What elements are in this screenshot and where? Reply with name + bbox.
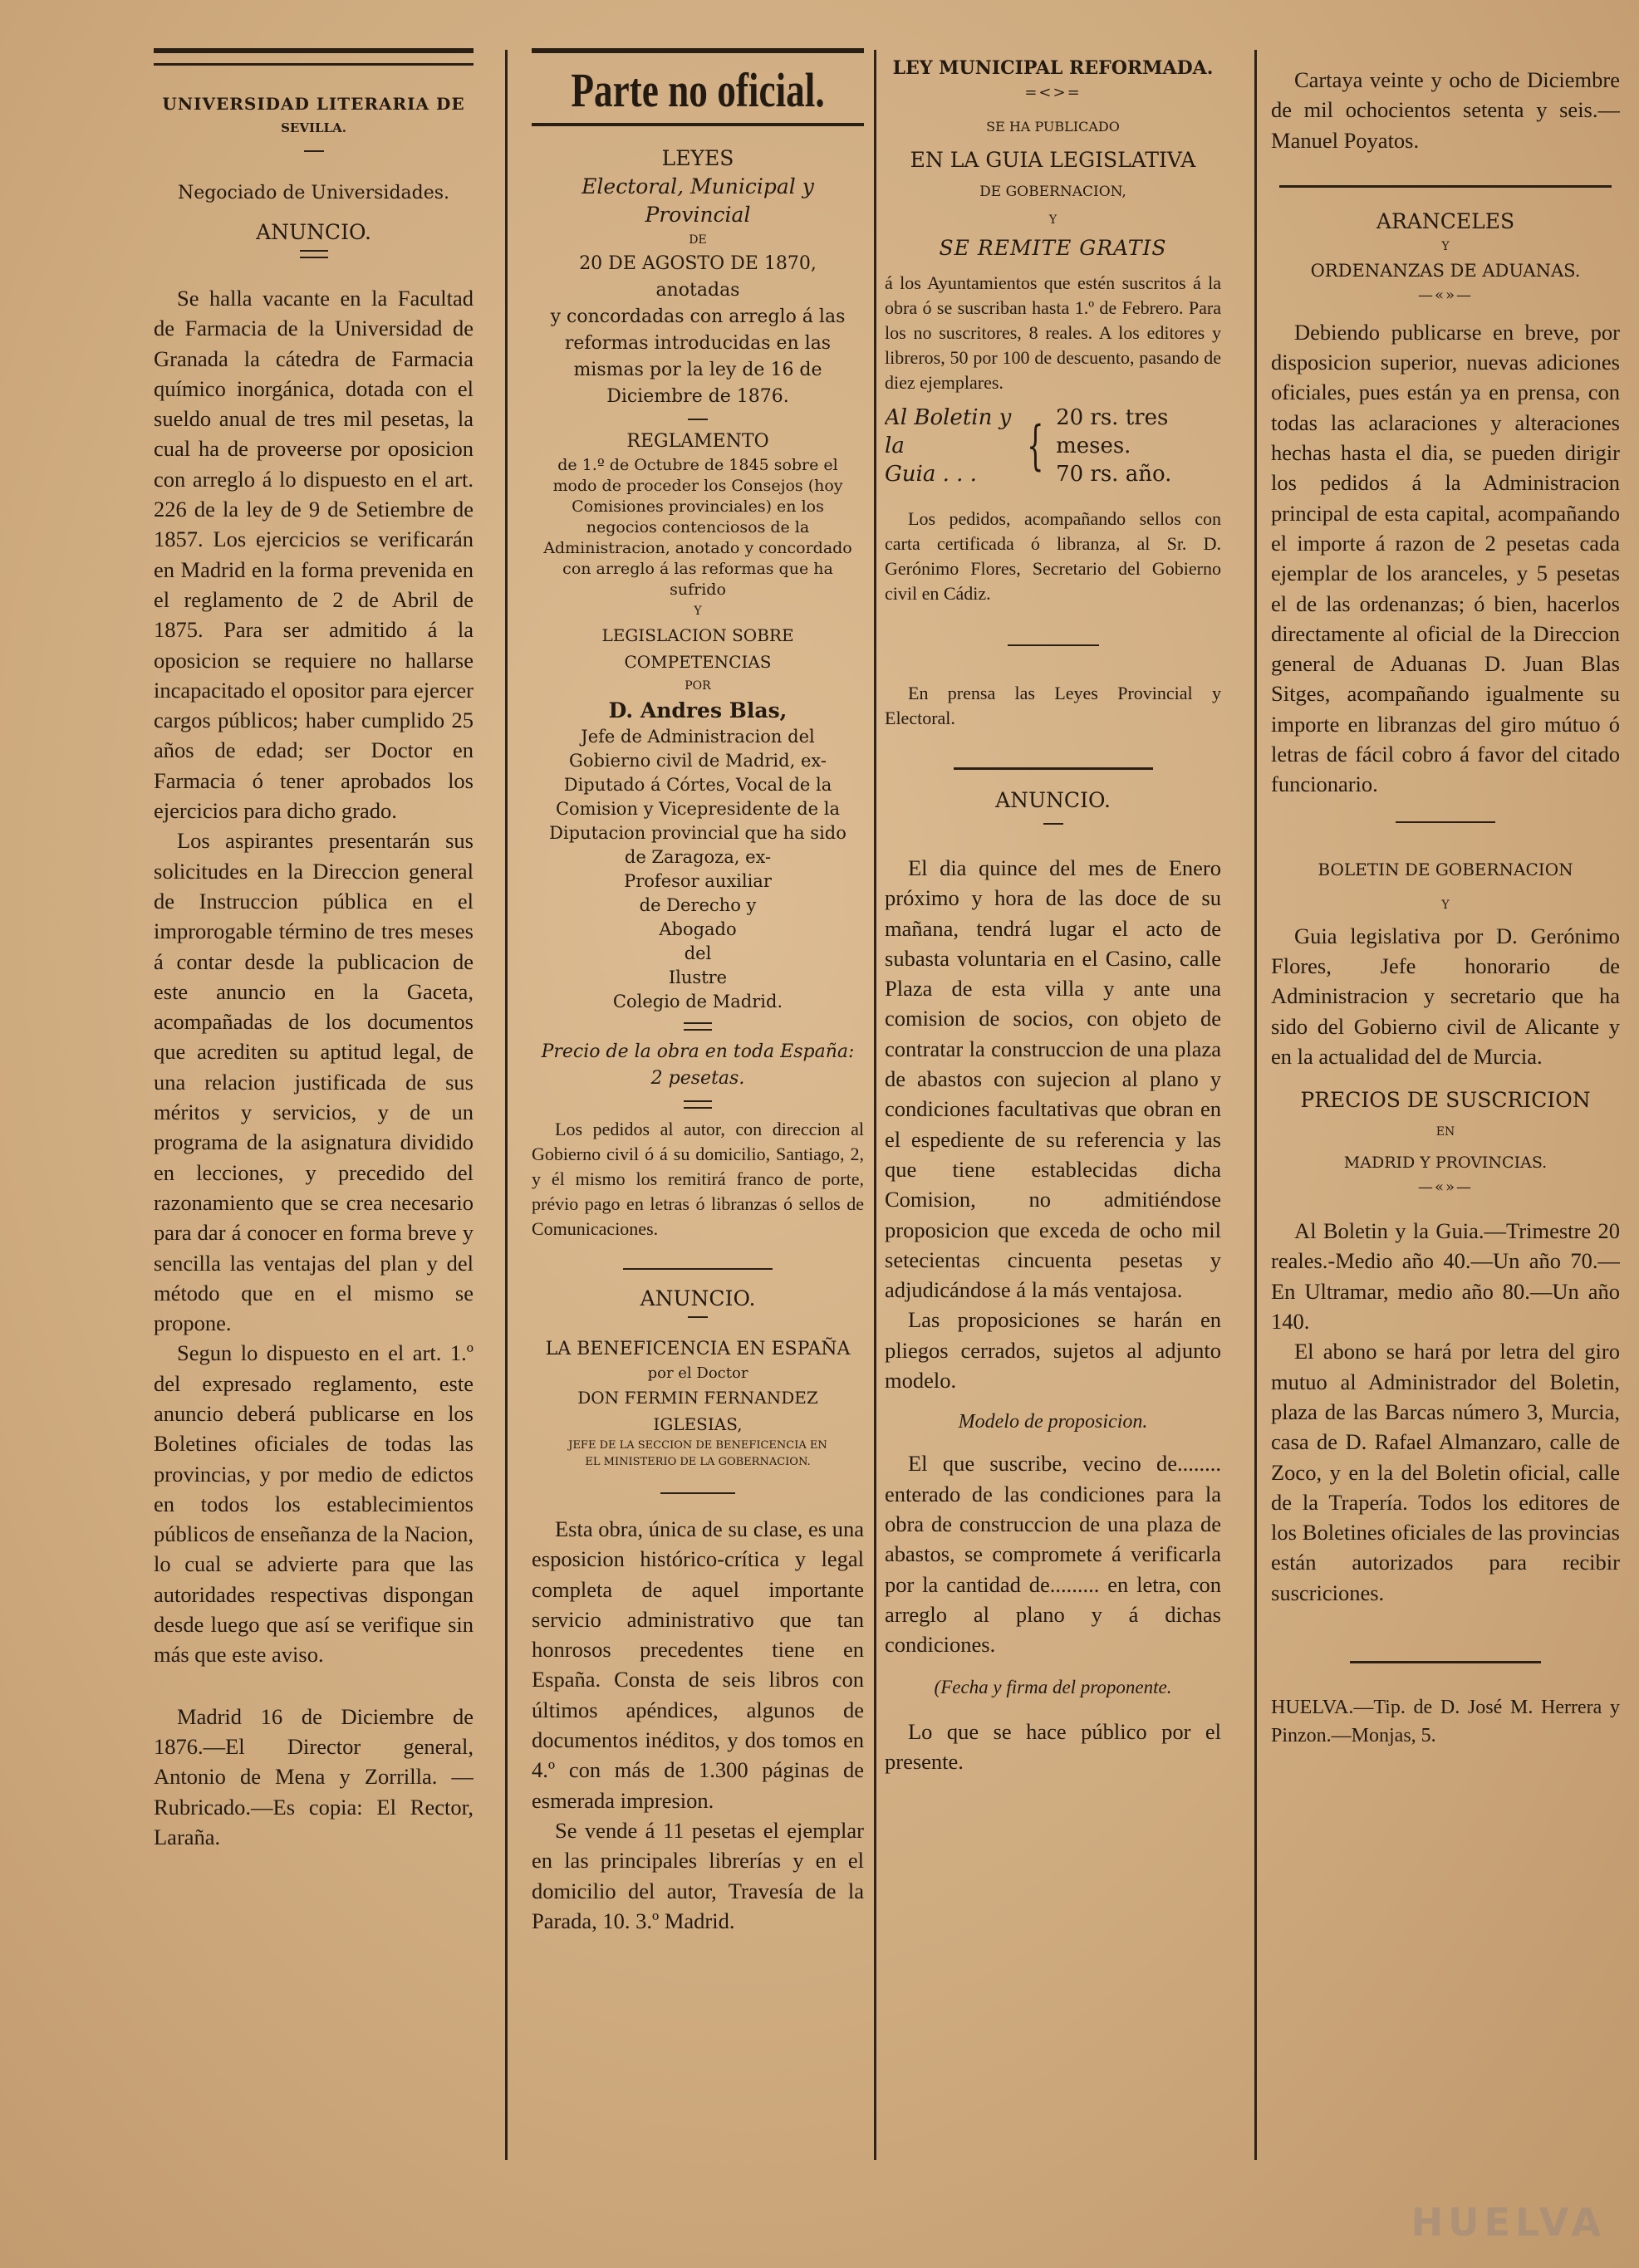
section-rule <box>660 1492 735 1494</box>
column-divider <box>1254 50 1257 2160</box>
library-watermark: HUELVA <box>1411 2200 1606 2245</box>
subscription-paragraph: Al Boletin y la Guia.—Trimestre 20 reales.-Medio año 40.—Un año 70.—En Ultramar, medio año 80.—Un año 140. <box>1271 1218 1620 1335</box>
section-rule <box>1350 1661 1541 1663</box>
regulation-title: REGLAMENTO <box>626 431 769 452</box>
tariffs-notice <box>1271 317 1620 800</box>
por-label: POR <box>685 679 711 693</box>
auction-paragraph: Lo que se hace público por el presente. <box>885 1718 1221 1775</box>
author-title-line: del <box>684 943 712 963</box>
book-annotated: anotadas <box>655 280 740 301</box>
orders-text <box>532 1117 864 1242</box>
free-notice-paragraph: á los Ayuntamientos que estén suscritos á la obra ó se suscriban hasta 1.º de Febrero. Para los no suscritores, 8 reales. A los editores y libreros, 50 por 100 de descuento, pasando de diez ejemplares. <box>885 272 1221 393</box>
notice-signature: Madrid 16 de Diciembre de 1876.—El Director general, Antonio de Mena y Zorrilla. —Rubricado.—Es copia: El Rector, Laraña. <box>154 1703 474 1849</box>
department-name: Negociado de Universidades. <box>177 183 450 203</box>
book-de: DE <box>689 233 707 247</box>
section-rule <box>1279 185 1612 188</box>
section-rule <box>1396 821 1495 823</box>
column-divider <box>874 50 876 2160</box>
separator <box>688 1316 708 1318</box>
author-title-line: de Derecho y <box>639 895 757 915</box>
region-label: MADRID Y PROVINCIAS. <box>1343 1154 1548 1173</box>
column-4 <box>1271 42 1620 2251</box>
orders-paragraph: Los pedidos al autor, con direccion al Gobierno civil ó á su domicilio, Santiago, 2, y él mismo los remitirá franco de porte, prévio pago en letras ó libranzas ó sellos de Comunicaciones. <box>532 1119 864 1239</box>
subscription-paragraph: El abono se hará por letra del giro mutuo al Administrador del Boletin, plaza de las Barcas número 3, Murcia, casa de D. Rafael Almanzaro, calle de Zoco, y en la del Boletin oficial, calle de la Trapería. Todos los editores de los Boletines oficiales de las provincias están autorizados para recibir suscriciones. <box>1271 1339 1620 1605</box>
separator <box>688 419 708 420</box>
top-rule-thin <box>154 63 474 66</box>
price-table <box>885 404 1221 488</box>
author-title-line: Profesor auxiliar <box>624 871 772 891</box>
price-label-line: Al Boletin y la <box>885 405 1012 458</box>
notice-title: ANUNCIO. <box>640 1286 756 1310</box>
double-dash <box>684 1100 712 1109</box>
book-subtitle: Electoral, Municipal y Provincial <box>582 174 814 227</box>
notice-paragraph: Segun lo dispuesto en el art. 1.º del expresado reglamento, este anuncio deberá publicarse en los Boletines oficiales de todas las provincias, y por medio de edictos en todos los establecimientos públicos de enseñanza de la Nacion, lo cual se advierte para que las autoridades respectivas dispongan desde luego que así se verifique sin más que este aviso. <box>154 1340 474 1668</box>
top-rule <box>154 48 474 53</box>
model-title: Modelo de proposicion. <box>958 1411 1148 1433</box>
separator <box>304 150 324 152</box>
author-title-line: Ilustre <box>668 967 728 987</box>
imprint-text: HUELVA.—Tip. de D. José M. Herrera y Pinzon.—Monjas, 5. <box>1271 1696 1620 1746</box>
section-rule <box>1008 644 1099 646</box>
ornament: =<>= <box>1024 84 1082 101</box>
doctor-position: EL MINISTERIO DE LA GOBERNACION. <box>585 1456 811 1468</box>
author-name: D. Andres Blas, <box>608 698 788 723</box>
double-dash <box>300 250 328 258</box>
bulletin-text <box>1271 921 1620 1071</box>
en-label: EN <box>1435 1125 1455 1139</box>
published-label: SE HA PUBLICADO <box>986 119 1120 135</box>
column-3 <box>885 42 1221 2251</box>
closing-paragraph: Cartaya veinte y ocho de Diciembre de mil ochocientos setenta y seis.—Manuel Poyatos. <box>1271 67 1620 153</box>
doctor-name: DON FERMIN FERNANDEZ IGLESIAS, <box>577 1388 818 1434</box>
in-press-paragraph: En prensa las Leyes Provincial y Electoral. <box>885 683 1221 728</box>
brace-icon: { <box>1027 415 1044 477</box>
section-rule <box>954 767 1153 770</box>
price-values <box>1056 404 1221 488</box>
price-labels <box>885 404 1015 488</box>
subscription-title: PRECIOS DE SUSCRICION <box>1300 1088 1591 1113</box>
price-value-line: 70 rs. año. <box>1056 462 1172 487</box>
auction-paragraph: El dia quince del mes de Enero próximo y hora de las doce de su mañana, tendrá lugar el acto de subasta voluntaria en el Casino, calle Plaza de esta villa y ante una comision de socios, con objeto de contratar la construccion de una plaza de abastos con sujecion al plano y condiciones facultativas que obran en el espediente de su referencia y las que tiene establecidas dicha Comision, no admitiéndose proposicion que exceda de ocho mil setecientas cincuenta pesetas y adjudicándose á la más ventajosa. <box>885 855 1221 1303</box>
notice-body <box>154 283 474 1852</box>
conjunction: Y <box>1441 239 1450 253</box>
tariffs-title: ARANCELES <box>1376 208 1515 233</box>
author-title-line: Abogado <box>659 919 737 939</box>
bulletin-paragraph: Guia legislativa por D. Gerónimo Flores, Jefe honorario de Administracion y secretario que ha sido del Gobierno civil de Alicante y en la actualidad del de Murcia. <box>1271 923 1620 1069</box>
institution-city: SEVILLA. <box>281 120 346 135</box>
tariffs-paragraph: Debiendo publicarse en breve, por disposicion superior, nuevas adiciones oficiales, pues están ya en prensa, con todas las aclaraciones y alteraciones hechas hasta el dia, se pueden dirigir los pedidos á la Administracion principal de esta capital, acompañando el importe á razon de 2 pesetas cada ejemplar de los aranceles, y 5 pesetas el de las ordenanzas; ó bien, hacerlos directamente al oficial de la Direccion general de Aduanas D. Juan Blas Sitges, acompañando igualmente su importe en libranzas del giro mútuo ó letras de fácil cobro á favor del citado funcionario. <box>1271 319 1620 797</box>
closing-text <box>1271 65 1620 155</box>
regulation-text: de 1.º de Octubre de 1845 sobre el modo de proceder los Consejos (hoy Comisiones provinciales) en los negocios contenciosos de la Administracion, anotado y concordado con arreglo á las reformas que ha sufrido <box>543 456 852 599</box>
notice-paragraph: Se halla vacante en la Facultad de Farmacia de la Universidad de Granada la cátedra de Farmacia químico inorgánica, dotada con el sueldo anual de tres mil pesetas, la cual ha de proveerse por oposicion con arreglo á lo dispuesto en el art. 226 de la ley de 9 de Setiembre de 1857. Los ejercicios se verificarán en Madrid en la forma prevenida en el reglamento de 2 de Abril de 1875. Para ser admitido á la oposicion se requiere no hallarse incapacitado el opositor para ejercer cargos públicos; haber cumplido 25 años de edad; ser Doctor en Farmacia ó tener aprobados los ejercicios para dicho grado. <box>154 286 474 824</box>
price-value-line: 20 rs. tres meses. <box>1056 405 1169 458</box>
law-title: LEY MUNICIPAL REFORMADA. <box>892 57 1214 79</box>
free-notice: SE REMITE GRATIS <box>939 236 1167 260</box>
conjunction: Y <box>1441 898 1450 912</box>
book-title: LEYES <box>661 146 734 170</box>
institution-name: UNIVERSIDAD LITERARIA DE <box>162 94 465 114</box>
guide-title: EN LA GUIA LEGISLATIVA <box>910 148 1196 172</box>
column-1 <box>154 42 474 2251</box>
auction-paragraph: Las proposiciones se harán en pliegos cerrados, sujetos al adjunto modelo. <box>885 1307 1221 1394</box>
author-title-line: Colegio de Madrid. <box>612 992 783 1012</box>
imprint <box>1271 1693 1620 1750</box>
welfare-title: LA BENEFICENCIA EN ESPAÑA <box>545 1339 851 1359</box>
free-notice-text <box>885 271 1221 395</box>
subscription-text <box>1271 1216 1620 1608</box>
auction-paragraph: El que suscribe, vecino de........ enterado de las condiciones para la obra de construccion de una plaza de abastos, se compromete á verificarla por la cantidad de......... en letra, con arreglo al plano y á dichas condiciones. <box>885 1451 1221 1658</box>
separator <box>1043 823 1063 825</box>
in-press-text <box>885 681 1221 731</box>
book-date: 20 DE AGOSTO DE 1870, <box>579 253 817 274</box>
book-paragraph: Esta obra, única de su clase, es una esposicion histórico-crítica y legal completa de aquel importante servicio administrativo que tan honrosos precedentes tiene en España. Consta de seis libros con últimos apéndices, algunos de documentos inéditos, y dos tomos en 4.º con más de 1.300 páginas de esmerada impresion. <box>532 1516 864 1813</box>
book-description <box>532 1514 864 1936</box>
bulletin-title: BOLETIN DE GOBERNACION <box>1318 859 1573 879</box>
orders-text <box>885 507 1221 606</box>
notice-title: ANUNCIO. <box>256 220 371 244</box>
section-title: Parte no oficial. <box>571 63 825 117</box>
top-rule <box>532 48 864 53</box>
book-concordance: y concordadas con arreglo á las reformas introducidas en las mismas por la ley de 16 de Diciembre de 1876. <box>550 306 846 407</box>
title-rule <box>532 123 864 126</box>
price-label: Precio de la obra en toda España: <box>541 1041 855 1062</box>
price-label-line: Guia . . . <box>885 462 977 487</box>
ornament: —«»— <box>1417 1178 1474 1197</box>
notice-title: ANUNCIO. <box>995 788 1111 812</box>
governance-label: DE GOBERNACION, <box>979 184 1126 200</box>
customs-title: ORDENANZAS DE ADUANAS. <box>1310 260 1581 281</box>
column-divider <box>505 50 508 2160</box>
book-paragraph: Se vende á 11 pesetas el ejemplar en las principales librerías y en el domicilio del autor, Travesía de la Parada, 10. 3.º Madrid. <box>532 1817 864 1933</box>
section-rule <box>623 1268 773 1270</box>
author-description: Jefe de Administracion del Gobierno civil de Madrid, ex-Diputado á Córtes, Vocal de la Comision y Vicepresidente de la Diputacion provincial que ha sido de Zaragoza, ex- <box>549 727 846 867</box>
column-2 <box>532 42 864 2251</box>
notice-paragraph: Los aspirantes presentarán sus solicitudes en la Direccion general de Instruccion pública en el improrogable término de tres meses á contar desde la publicacion de este anuncio en la Gaceta, acompañadas de los documentos que acrediten su aptitud legal, de una relacion justificada de sus méritos y servicios, y de un programa de la asignatura dividido en lecciones, y precedido del razonamiento que se crea necesario para dar á conocer en forma breve y sencilla las ventajas del plan y del método que en el mismo se propone. <box>154 828 474 1336</box>
ornament: —«»— <box>1417 286 1474 304</box>
conjunction: Y <box>1048 213 1057 227</box>
conjunction: Y <box>694 605 702 618</box>
orders-paragraph: Los pedidos, acompañando sellos con carta certificada ó libranza, al Sr. D. Gerónimo Flores, Secretario del Gobierno civil en Cádiz. <box>885 508 1221 604</box>
signature-note: (Fecha y firma del proponente. <box>934 1677 1172 1698</box>
by-doctor: por el Doctor <box>647 1364 748 1382</box>
auction-notice <box>885 853 1221 1776</box>
legislation-title: LEGISLACION SOBRE COMPETENCIAS <box>601 625 794 672</box>
double-dash <box>684 1022 712 1031</box>
doctor-position: JEFE DE LA SECCION DE BENEFICENCIA EN <box>568 1439 827 1452</box>
price-value: 2 pesetas. <box>650 1068 745 1089</box>
